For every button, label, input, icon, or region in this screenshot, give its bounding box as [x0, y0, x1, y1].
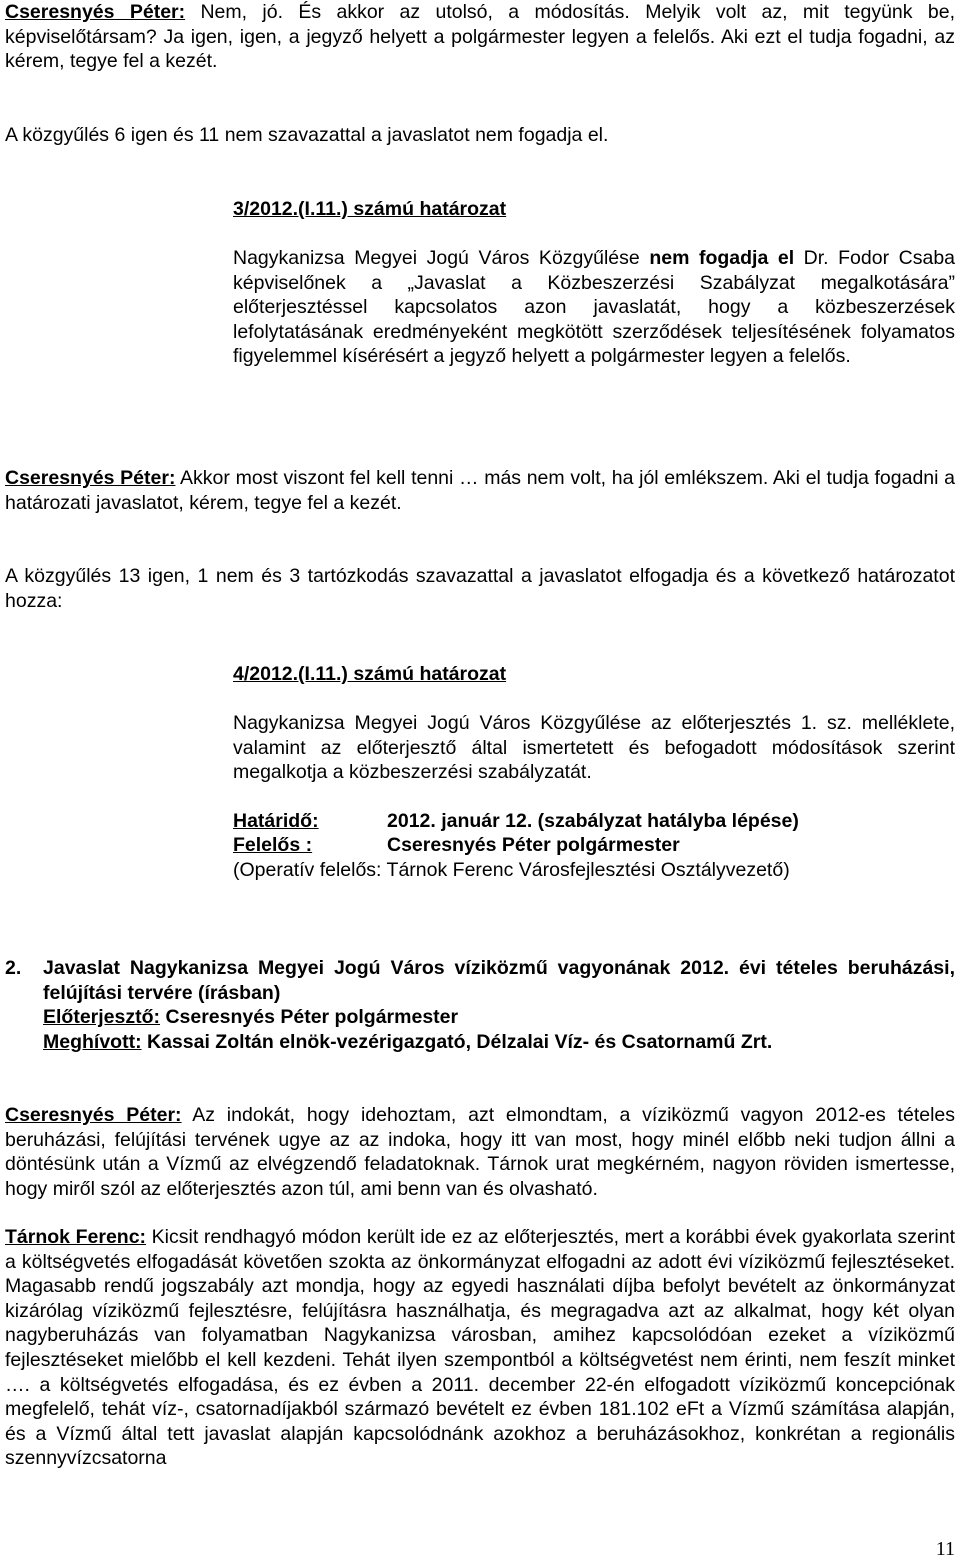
responsible-row	[233, 833, 680, 858]
speech-text: Akkor most viszont fel kell tenni … más nem volt, ha jól emlékszem. Aki el tudja fogadni a határozati javaslatot, kérem, tegye fel a kezét.	[5, 467, 955, 514]
invited-label: Meghívott:	[43, 1030, 142, 1053]
resolution-text: Nagykanizsa Megyei Jogú Város Közgyűlése az előterjesztés 1. sz. melléklete, valamint az előterjesztő által ismertetett és befogadott módosítások szerint megalkotja a közbeszerzési szabályzatát.	[233, 712, 955, 784]
invited-name: Kassai Zoltán elnök-vezérigazgató, Délzalai Víz- és Csatornamű Zrt.	[141, 1030, 773, 1053]
speaker-name: Cseresnyés Péter:	[5, 467, 176, 489]
page-number: 11	[935, 1538, 955, 1560]
resolution-title	[233, 662, 955, 687]
speech-paragraph	[5, 1103, 955, 1201]
speech-text: Nem, jó. És akkor az utolsó, a módosítás. Melyik volt az, mit tegyünk be, képviselőtársam? Ja igen, igen, a jegyző helyett a polgármester legyen a felelős. Aki ezt el tudja fogadni, az kérem, tegye fel a kezét.	[5, 1, 955, 73]
invited-line	[5, 1030, 955, 1055]
speech-paragraph	[5, 466, 955, 515]
deadline-row	[233, 809, 799, 834]
agenda-item-number: 2.	[5, 957, 22, 979]
speech-text: Kicsit rendhagyó módon került ide ez az előterjesztés, mert a korábbi évek gyakorlata szerint a költségvetés elfogadását követően szokta az önkormányzat elfogadni az adott évi víziközmű fejlesztéseket. Magasabb rendű jogszabály azt mondja, hogy az egyedi használati díjba befolyt bevételt az önkormányzat kizárólag víziközmű fejlesztésre, felújításra használhatja, és megragadva azt az alkalmat, hogy két olyan nagyberuházás van folyamatban Nagykanizsa városban, amihez kapcsolódóan ezeket a víziközmű fejlesztéseket mielőbb el kell kezdeni. Tehát ilyen szempontból a költségvetést nem érinti, nem feszít minket …. a költségvetés elfogadása, és ez évben a 2011. december 22-én elfogadott víziközmű koncepciónak megfelelő, tehát víz-, csatornadíjakból származó bevételt ez évben 181.102 eFt a Vízmű számítása alapján, és a Vízmű által tett javaslat alapján kapcsolódnánk azokhoz a beruházásokhoz, konkrétan a regionális szennyvízcsatorna	[5, 1226, 955, 1470]
speaker-name: Tárnok Ferenc:	[5, 1226, 147, 1248]
speech-paragraph	[5, 0, 955, 74]
presenter-name: Cseresnyés Péter polgármester	[160, 1006, 459, 1029]
responsible-label: Felelős :	[233, 834, 313, 856]
deadline-value: 2012. január 12. (szabályzat hatályba lépése)	[387, 810, 799, 832]
vote-result: A közgyűlés 13 igen, 1 nem és 3 tartózkodás szavazattal a javaslatot elfogadja és a következő határozatot hozza:	[5, 565, 955, 612]
agenda-item-heading	[5, 956, 955, 1005]
speech-text: Az indokát, hogy idehoztam, azt elmondtam, a víziközmű vagyon 2012-es tételes beruházási, felújítási tervének ugye az az indoka, hogy itt van most, hogy minél előbb neki tudjon állni a döntésünk után a Vízmű az elvégzendő feladatoknak. Tárnok urat megkérném, nagyon röviden ismertesse, hogy miről szól az előterjesztés azon túl, ami benn van és olvasható.	[5, 1104, 956, 1200]
presenter-line	[5, 1005, 955, 1030]
deadline-label: Határidő:	[233, 810, 319, 832]
resolution-title	[233, 197, 955, 222]
speaker-name: Cseresnyés Péter:	[5, 1, 186, 23]
resolution-text	[233, 246, 955, 369]
operative-responsible: (Operatív felelős: Tárnok Ferenc Városfejlesztési Osztályvezető)	[233, 859, 790, 881]
vote-result: A közgyűlés 6 igen és 11 nem szavazattal a javaslatot nem fogadja el.	[5, 124, 609, 146]
agenda-item	[5, 956, 955, 1054]
presenter-label: Előterjesztő:	[43, 1006, 161, 1029]
resolution-title-text: 4/2012.(I.11.) számú határozat	[233, 663, 507, 685]
speech-paragraph	[5, 1225, 955, 1471]
agenda-item-title: Javaslat Nagykanizsa Megyei Jogú Város víziközmű vagyonának 2012. évi tételes beruházási, felújítási tervére (írásban)	[43, 957, 955, 1004]
resolution-title-text: 3/2012.(I.11.) számú határozat	[233, 198, 507, 220]
responsible-value: Cseresnyés Péter polgármester	[387, 834, 680, 856]
resolution-decision: nem fogadja el	[649, 247, 795, 269]
resolution-text-rest: Dr. Fodor Csaba képviselőnek a „Javaslat a Közbeszerzési Szabályzat megalkotására” előterjesztéssel kapcsolatos azon javaslatát, hogy a közbeszerzések lefolytatásának eredményeként megkötött szerződések teljesítésének folyamatos figyelemmel kísérésért a jegyző helyett a polgármester legyen a felelős.	[233, 247, 956, 368]
speaker-name: Cseresnyés Péter:	[5, 1104, 182, 1126]
resolution-text-start: Nagykanizsa Megyei Jogú Város Közgyűlése	[233, 247, 650, 269]
